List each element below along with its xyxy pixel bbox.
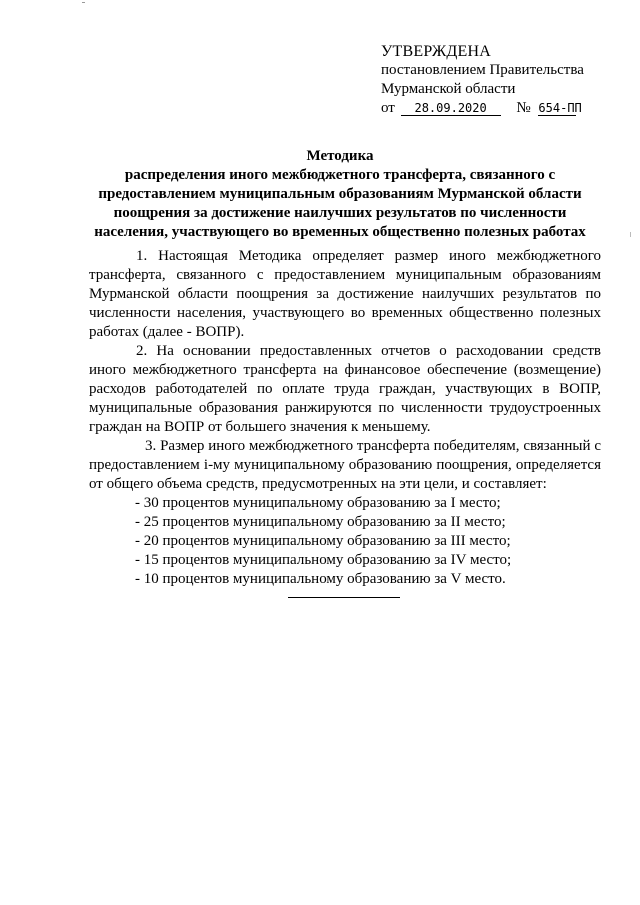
approval-number: 654-ПП — [538, 101, 582, 115]
approval-line: Мурманской области — [381, 81, 516, 97]
list-item: - 15 процентов муниципальному образованию за IV место; — [135, 552, 512, 568]
scan-artifact — [82, 2, 85, 3]
paragraph-1: 1. Настоящая Методика определяет размер иного межбюджетного трансферта, связанного с предоставлением муниципальным образованиям Мурманской области поощрения за достижение наилучших результатов по численности населения, участвующего во временных общественно полезных работах (далее - ВОПР). — [89, 248, 601, 340]
approval-heading: УТВЕРЖДЕНА — [381, 43, 492, 60]
approval-date-line — [381, 99, 621, 118]
list-item: - 30 процентов муниципальному образованию за I место; — [135, 495, 501, 511]
approval-stamp — [381, 42, 621, 118]
title-line: населения, участвующего во временных общественно полезных работах — [94, 224, 586, 240]
title-main: Методика — [306, 148, 374, 164]
title-line: предоставлением муниципальным образованиям Мурманской области — [98, 186, 582, 202]
title-line: поощрения за достижение наилучших результатов по численности — [113, 205, 567, 221]
document-body — [89, 247, 601, 589]
document-title — [60, 147, 620, 242]
list-item: - 10 процентов муниципальному образованию за V место. — [135, 571, 506, 587]
scan-artifact — [630, 232, 631, 237]
title-line: распределения иного межбюджетного трансферта, связанного с — [124, 167, 556, 183]
date-prefix: от — [381, 100, 395, 116]
distribution-list — [89, 494, 601, 589]
approval-line: постановлением Правительства — [381, 62, 584, 78]
approval-date: 28.09.2020 — [401, 102, 501, 116]
number-sign: № — [516, 100, 531, 116]
paragraph-3: 3. Размер иного межбюджетного трансферта победителям, связанный с предоставлением i-му муниципальному образованию поощрения, определяется от общего объема средств, предусмотренных на эти цели, и составляет: — [89, 438, 601, 492]
list-item: - 20 процентов муниципальному образованию за III место; — [135, 533, 511, 549]
paragraph-2: 2. На основании предоставленных отчетов о расходовании средств иного межбюджетного трансферта на финансовое обеспечение (возмещение) расходов работодателей по оплате труда граждан, участвующих в ВОПР, муниципальные образования ранжируются по численности трудоустроенных граждан на ВОПР от большего значения к меньшему. — [89, 343, 601, 435]
list-item: - 25 процентов муниципальному образованию за II место; — [135, 514, 506, 530]
end-separator-line — [288, 597, 400, 598]
